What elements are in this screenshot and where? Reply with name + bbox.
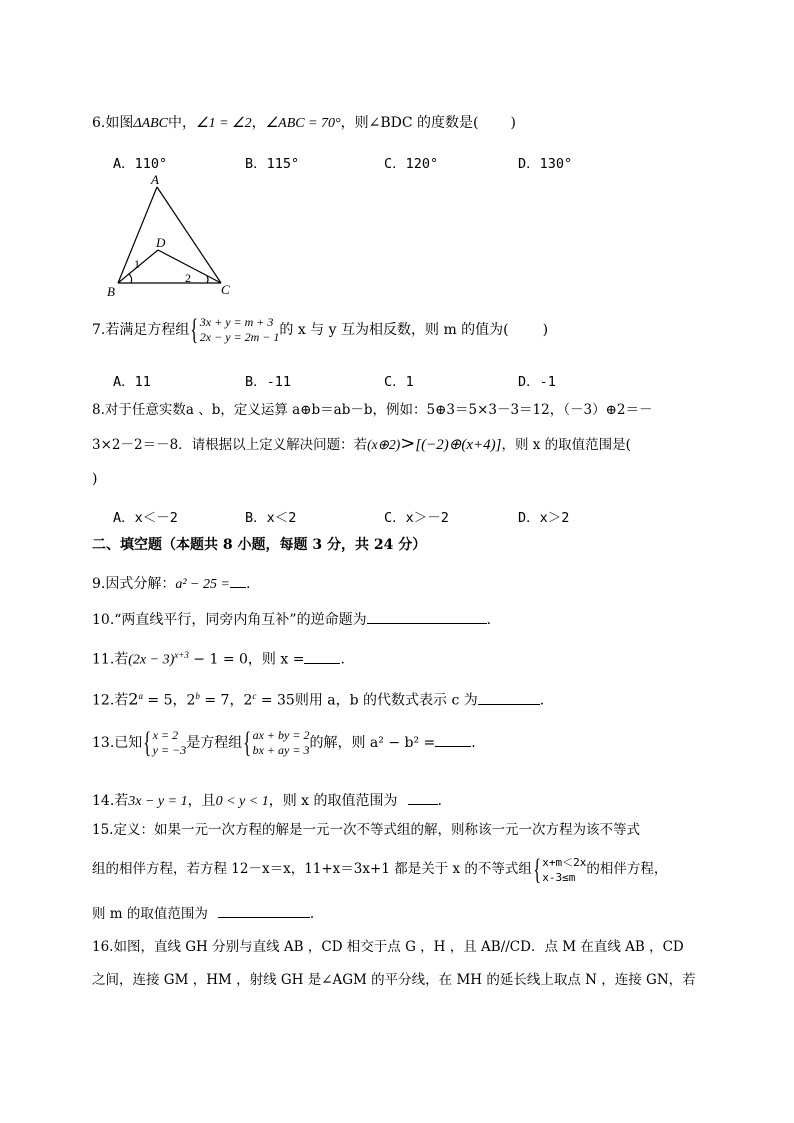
q14: 14.若3x − y = 1，且0 < y < 1，则 x 的取值范围为 . (92, 790, 442, 812)
angle-mark-1 (129, 274, 132, 283)
q6-option-a[interactable]: A．110° (113, 156, 168, 172)
q11: 11.若$(2x - 3)^{x+3} - 1 = 0$，则 x = . (92, 650, 345, 668)
q9-answer-blank[interactable] (230, 573, 246, 588)
q15-line2: 组的相伴方程，若方程 12－x＝x，11+x＝3x+1 都是关于 x 的不等式组{x+m＜2x x-3≤m 的相伴方程， (92, 852, 668, 886)
q6-option-b[interactable]: B．115° (245, 156, 300, 172)
q12: 12.若$2^a = 5$，$2^b = 7$，$2^c = 35$则用 a，b 的代数式表示 c 为 . (92, 689, 545, 709)
q7-option-c[interactable]: C．1 (384, 374, 414, 390)
q10: 10.“两直线平行，同旁内角互补”的逆命题为 . (92, 609, 491, 630)
q7-brace: { (190, 313, 199, 346)
q8-option-b[interactable]: B．x＜2 (245, 510, 297, 526)
edge-ac (157, 187, 221, 283)
q8-option-d[interactable]: D．x＞2 (518, 510, 570, 526)
q8-option-c[interactable]: C．x＞－2 (384, 510, 449, 526)
section-heading: 二、填空题（本题共 8 小题，每题 3 分，共 24 分） (92, 537, 427, 553)
q13: 13.已知{x = 2 y = −3是方程组{ax + by = 2 bx + ay = 3的解，则 a² − b² = . (92, 726, 476, 759)
q7-stem: 7.若满足方程组{3x + y = m + 3 2x − y = 2m − 1的 x 与 y 互为相反数，则 m 的值为( ) (92, 313, 549, 346)
q7-system: 3x + y = m + 3 2x − y = 2m − 1 (199, 315, 280, 344)
label-1: 1 (134, 257, 140, 271)
q7-option-a[interactable]: A．11 (113, 374, 151, 390)
q10-answer-blank[interactable] (367, 609, 487, 624)
q15-inequality-system: x+m＜2x x-3≤m (542, 855, 587, 884)
q6-option-c[interactable]: C．120° (384, 156, 439, 172)
label-2: 2 (185, 271, 191, 285)
q15-answer-blank[interactable] (218, 903, 310, 918)
q8-option-a[interactable]: A．x＜－2 (113, 510, 178, 526)
triangle-figure (105, 170, 245, 300)
q9: 9.因式分解：a² − 25 = . (92, 573, 250, 595)
q7-option-d[interactable]: D．-1 (518, 374, 556, 390)
q7-option-b[interactable]: B．-11 (245, 374, 292, 390)
label-a: A (151, 172, 159, 187)
q12-answer-blank[interactable] (478, 690, 540, 705)
angle-mark-2 (207, 276, 208, 283)
q15-line3: 则 m 的取值范围为 . (92, 903, 314, 924)
q6-stem: 6.如图ΔABC中，∠1 = ∠2，∠ABC = 70°，则∠BDC 的度数是( ) (92, 115, 516, 131)
q11-answer-blank[interactable] (304, 649, 340, 664)
q8-line3: ) (92, 471, 98, 487)
q13-system: ax + by = 2 bx + ay = 3 (252, 728, 310, 757)
label-b: B (107, 284, 115, 299)
q13-solution: x = 2 y = −3 (152, 728, 187, 757)
q16-line2: 之间，连接 GM ，HM ，射线 GH 是∠AGM 的平分线，在 MH 的延长线上取点 N ，连接 GN，若 (92, 972, 696, 988)
q13-answer-blank[interactable] (435, 732, 471, 747)
label-d: D (156, 235, 166, 250)
q8-line2: 3×2－2＝－8．请根据以上定义解决问题：若(x⊕2)>[(−2)⊕(x+4)]，则 x 的取值范围是( (92, 433, 631, 454)
q8-line1: 8.对于任意实数a 、b，定义运算 a⊕b＝ab－b，例如：5⊕3＝5×3－3＝12，（－3）⊕2＝－ (92, 402, 653, 418)
q15-line1: 15.定义：如果一元一次方程的解是一元一次不等式组的解，则称该一元一次方程为该不等式 (92, 822, 640, 838)
q14-answer-blank[interactable] (408, 790, 438, 805)
label-c: C (221, 282, 230, 297)
q6-option-d[interactable]: D．130° (518, 156, 573, 172)
q16-line1: 16.如图，直线 GH 分别与直线 AB ，CD 相交于点 G ，H ，且 AB//CD．点 M 在直线 AB ，CD (92, 939, 684, 955)
